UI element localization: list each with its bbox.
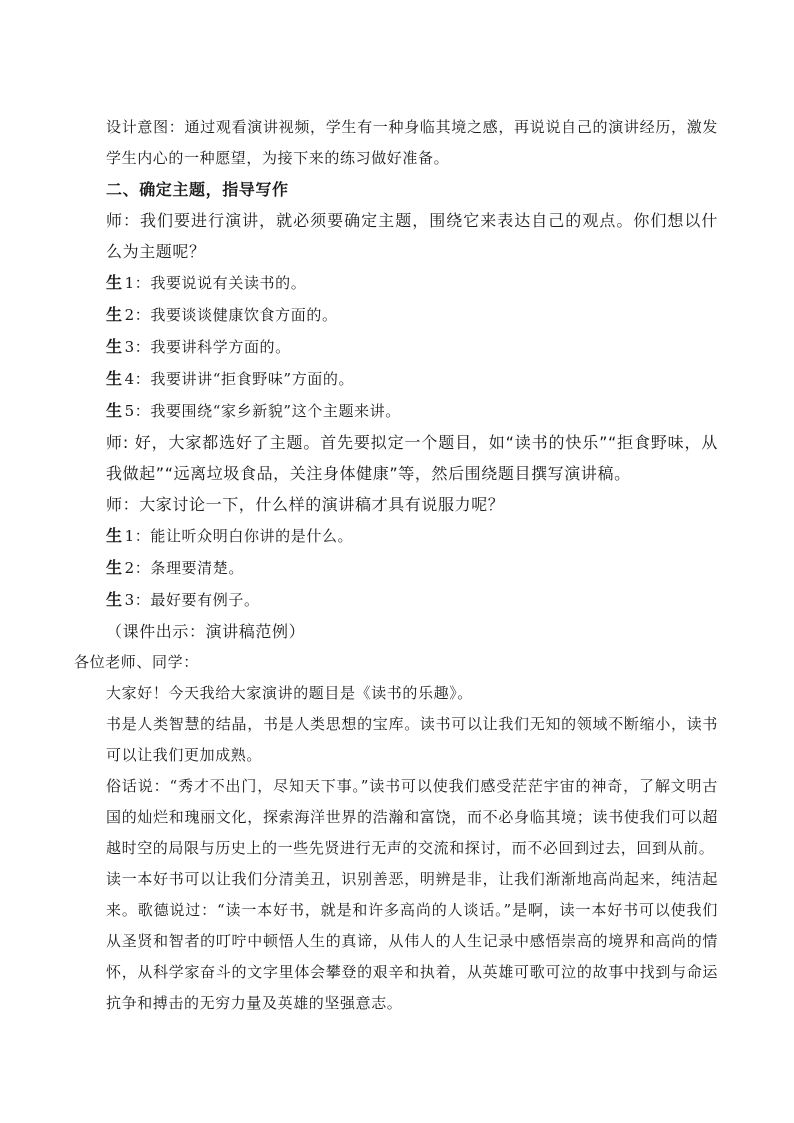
answer-text: 我要讲科学方面的。 <box>150 338 291 356</box>
speaker-label: 生 <box>106 305 123 324</box>
speaker-number: 1： <box>124 274 151 292</box>
speaker-number: 2： <box>124 559 151 577</box>
speaker-label: 生 <box>106 337 123 356</box>
teacher-line-3: 师：大家讨论一下，什么样的演讲稿才具有说服力呢？ <box>106 495 505 514</box>
salutation: 各位老师、同学： <box>74 653 199 671</box>
teacher-line-1: 师：我们要进行演讲，就必须要确定主题，围绕它来表达自己的观点。你们想以什么为主题呢？ <box>106 211 718 261</box>
speaker-number: 1： <box>124 527 151 545</box>
student-line <box>106 299 718 331</box>
speaker-label: 生 <box>106 590 123 609</box>
speaker-label: 生 <box>106 369 123 388</box>
speech-paragraph: 读一本好书可以让我们分清美丑，识别善恶，明辨是非，让我们渐渐地高尚起来，纯洁起来。歌德说过：“读一本好书，就是和许多高尚的人谈话。”是啊，读一本好书可以使我们从圣贤和智者的叮咛中顿悟人生的真谛，从伟人的人生记录中感悟崇高的境界和高尚的情怀，从科学家奋斗的文字里体会攀登的艰辛和执着，从英雄可歌可泣的故事中找到与命运抗争和搏击的无穷力量及英雄的坚强意志。 <box>106 870 718 1012</box>
speaker-number: 2： <box>124 306 151 324</box>
answer-text: 能让听众明白你讲的是什么。 <box>150 527 354 545</box>
speaker-number: 3： <box>124 338 151 356</box>
teacher-line-2: 师: 好，大家都选好了主题。首先要拟定一个题目，如“读书的快乐”“拒食野味，从我做起”“远离垃圾食品，关注身体健康”等，然后围绕题目撰写演讲稿。 <box>106 433 718 483</box>
speaker-number: 3： <box>124 591 151 609</box>
student-line <box>106 331 718 363</box>
speaker-number: 4： <box>124 370 151 388</box>
student-line <box>106 552 718 584</box>
speaker-label: 生 <box>106 273 123 292</box>
student-answers-1 <box>106 267 718 427</box>
student-answers-2 <box>106 520 718 616</box>
answer-text: 我要谈谈健康饮食方面的。 <box>150 306 338 324</box>
student-line <box>106 267 718 299</box>
design-intent: 设计意图：通过观看演讲视频，学生有一种身临其境之感，再说说自己的演讲经历，激发学生内心的一种愿望，为接下来的练习做好准备。 <box>106 118 718 167</box>
speech-paragraph: 俗话说：“秀才不出门，尽知天下事。”读书可以使我们感受茫茫宇宙的神奇，了解文明古国的灿烂和瑰丽文化，探索海洋世界的浩瀚和富饶，而不必身临其境；读书使我们可以超越时空的局限与历史上的一些先贤进行无声的交流和探讨，而不必回到过去，回到从前。 <box>106 777 718 857</box>
answer-text: 我要围绕“家乡新貌”这个主题来讲。 <box>150 402 401 420</box>
speaker-label: 生 <box>106 558 123 577</box>
answer-text: 最好要有例子。 <box>150 591 260 609</box>
speaker-label: 生 <box>106 401 123 420</box>
courseware-note: （课件出示：演讲稿范例） <box>106 622 306 641</box>
speaker-label: 生 <box>106 526 123 545</box>
speech-paragraph: 大家好！今天我给大家演讲的题目是《读书的乐趣》。 <box>106 684 473 702</box>
answer-text: 条理要清楚。 <box>150 559 244 577</box>
student-line <box>106 363 718 395</box>
section-heading: 二、确定主题，指导写作 <box>106 180 289 199</box>
answer-text: 我要讲讲“拒食野味”方面的。 <box>150 370 355 388</box>
student-line <box>106 520 718 552</box>
answer-text: 我要说说有关读书的。 <box>150 274 307 292</box>
document-page <box>74 112 718 1019</box>
speech-sample <box>106 678 718 1019</box>
speaker-number: 5： <box>124 402 151 420</box>
speech-paragraph: 书是人类智慧的结晶，书是人类思想的宝库。读书可以让我们无知的领域不断缩小，读书可以让我们更加成熟。 <box>106 715 718 764</box>
student-line <box>106 395 718 427</box>
student-line <box>106 584 718 616</box>
